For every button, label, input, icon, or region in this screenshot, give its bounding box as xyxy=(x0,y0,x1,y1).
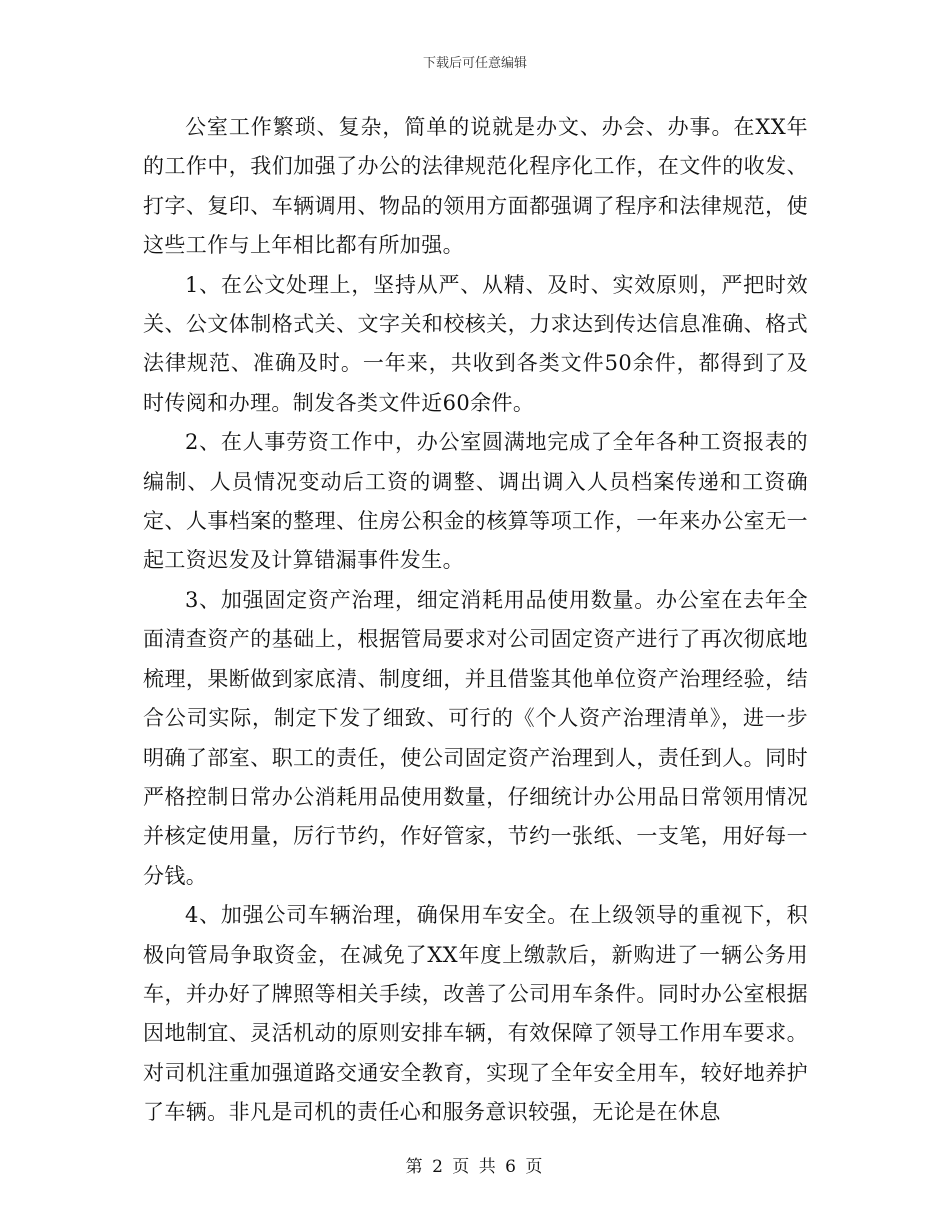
document-body xyxy=(143,108,808,1133)
paragraph-item-3: 3、加强固定资产治理，细定消耗用品使用数量。办公室在去年全面清查资产的基础上，根据管局要求对公司固定资产进行了再次彻底地梳理，果断做到家底清、制度细，并且借鉴其他单位资产治理经验，结合公司实际，制定下发了细致、可行的《个人资产治理清单》，进一步明确了部室、职工的责任，使公司固定资产治理到人，责任到人。同时严格控制日常办公消耗用品使用数量，仔细统计办公用品日常领用情况并核定使用量，厉行节约，作好管家，节约一张纸、一支笔，用好每一分钱。 xyxy=(143,587,808,888)
paragraph-item-1: 1、在公文处理上，坚持从严、从精、及时、实效原则，严把时效关、公文体制格式关、文字关和校核关，力求达到传达信息准确、格式法律规范、准确及时。一年来，共收到各类文件50余件，都得到了及时传阅和办理。制发各类文件近60余件。 xyxy=(143,272,808,415)
paragraph-item-4: 4、加强公司车辆治理，确保用车安全。在上级领导的重视下，积极向管局争取资金，在减免了XX年度上缴款后，新购进了一辆公务用车，并办好了牌照等相关手续，改善了公司用车条件。同时办公室根据因地制宜、灵活机动的原则安排车辆，有效保障了领导工作用车要求。对司机注重加强道路交通安全教育，实现了全年安全用车，较好地养护了车辆。非凡是司机的责任心和服务意识较强，无论是在休息 xyxy=(143,903,808,1125)
header-note: 下载后可任意编辑 xyxy=(422,56,527,71)
paragraph-item-2: 2、在人事劳资工作中，办公室圆满地完成了全年各种工资报表的编制、人员情况变动后工资的调整、调出调入人员档案传递和工资确定、人事档案的整理、住房公积金的核算等项工作，一年来办公室无一起工资迟发及计算错漏事件发生。 xyxy=(143,430,808,573)
paragraph-intro: 公室工作繁琐、复杂，简单的说就是办文、办会、办事。在XX年的工作中，我们加强了办公的法律规范化程序化工作，在文件的收发、打字、复印、车辆调用、物品的领用方面都强调了程序和法律规范，使这些工作与上年相比都有所加强。 xyxy=(143,115,808,258)
page-number-footer: 第 2 页 共 6 页 xyxy=(405,1157,545,1177)
